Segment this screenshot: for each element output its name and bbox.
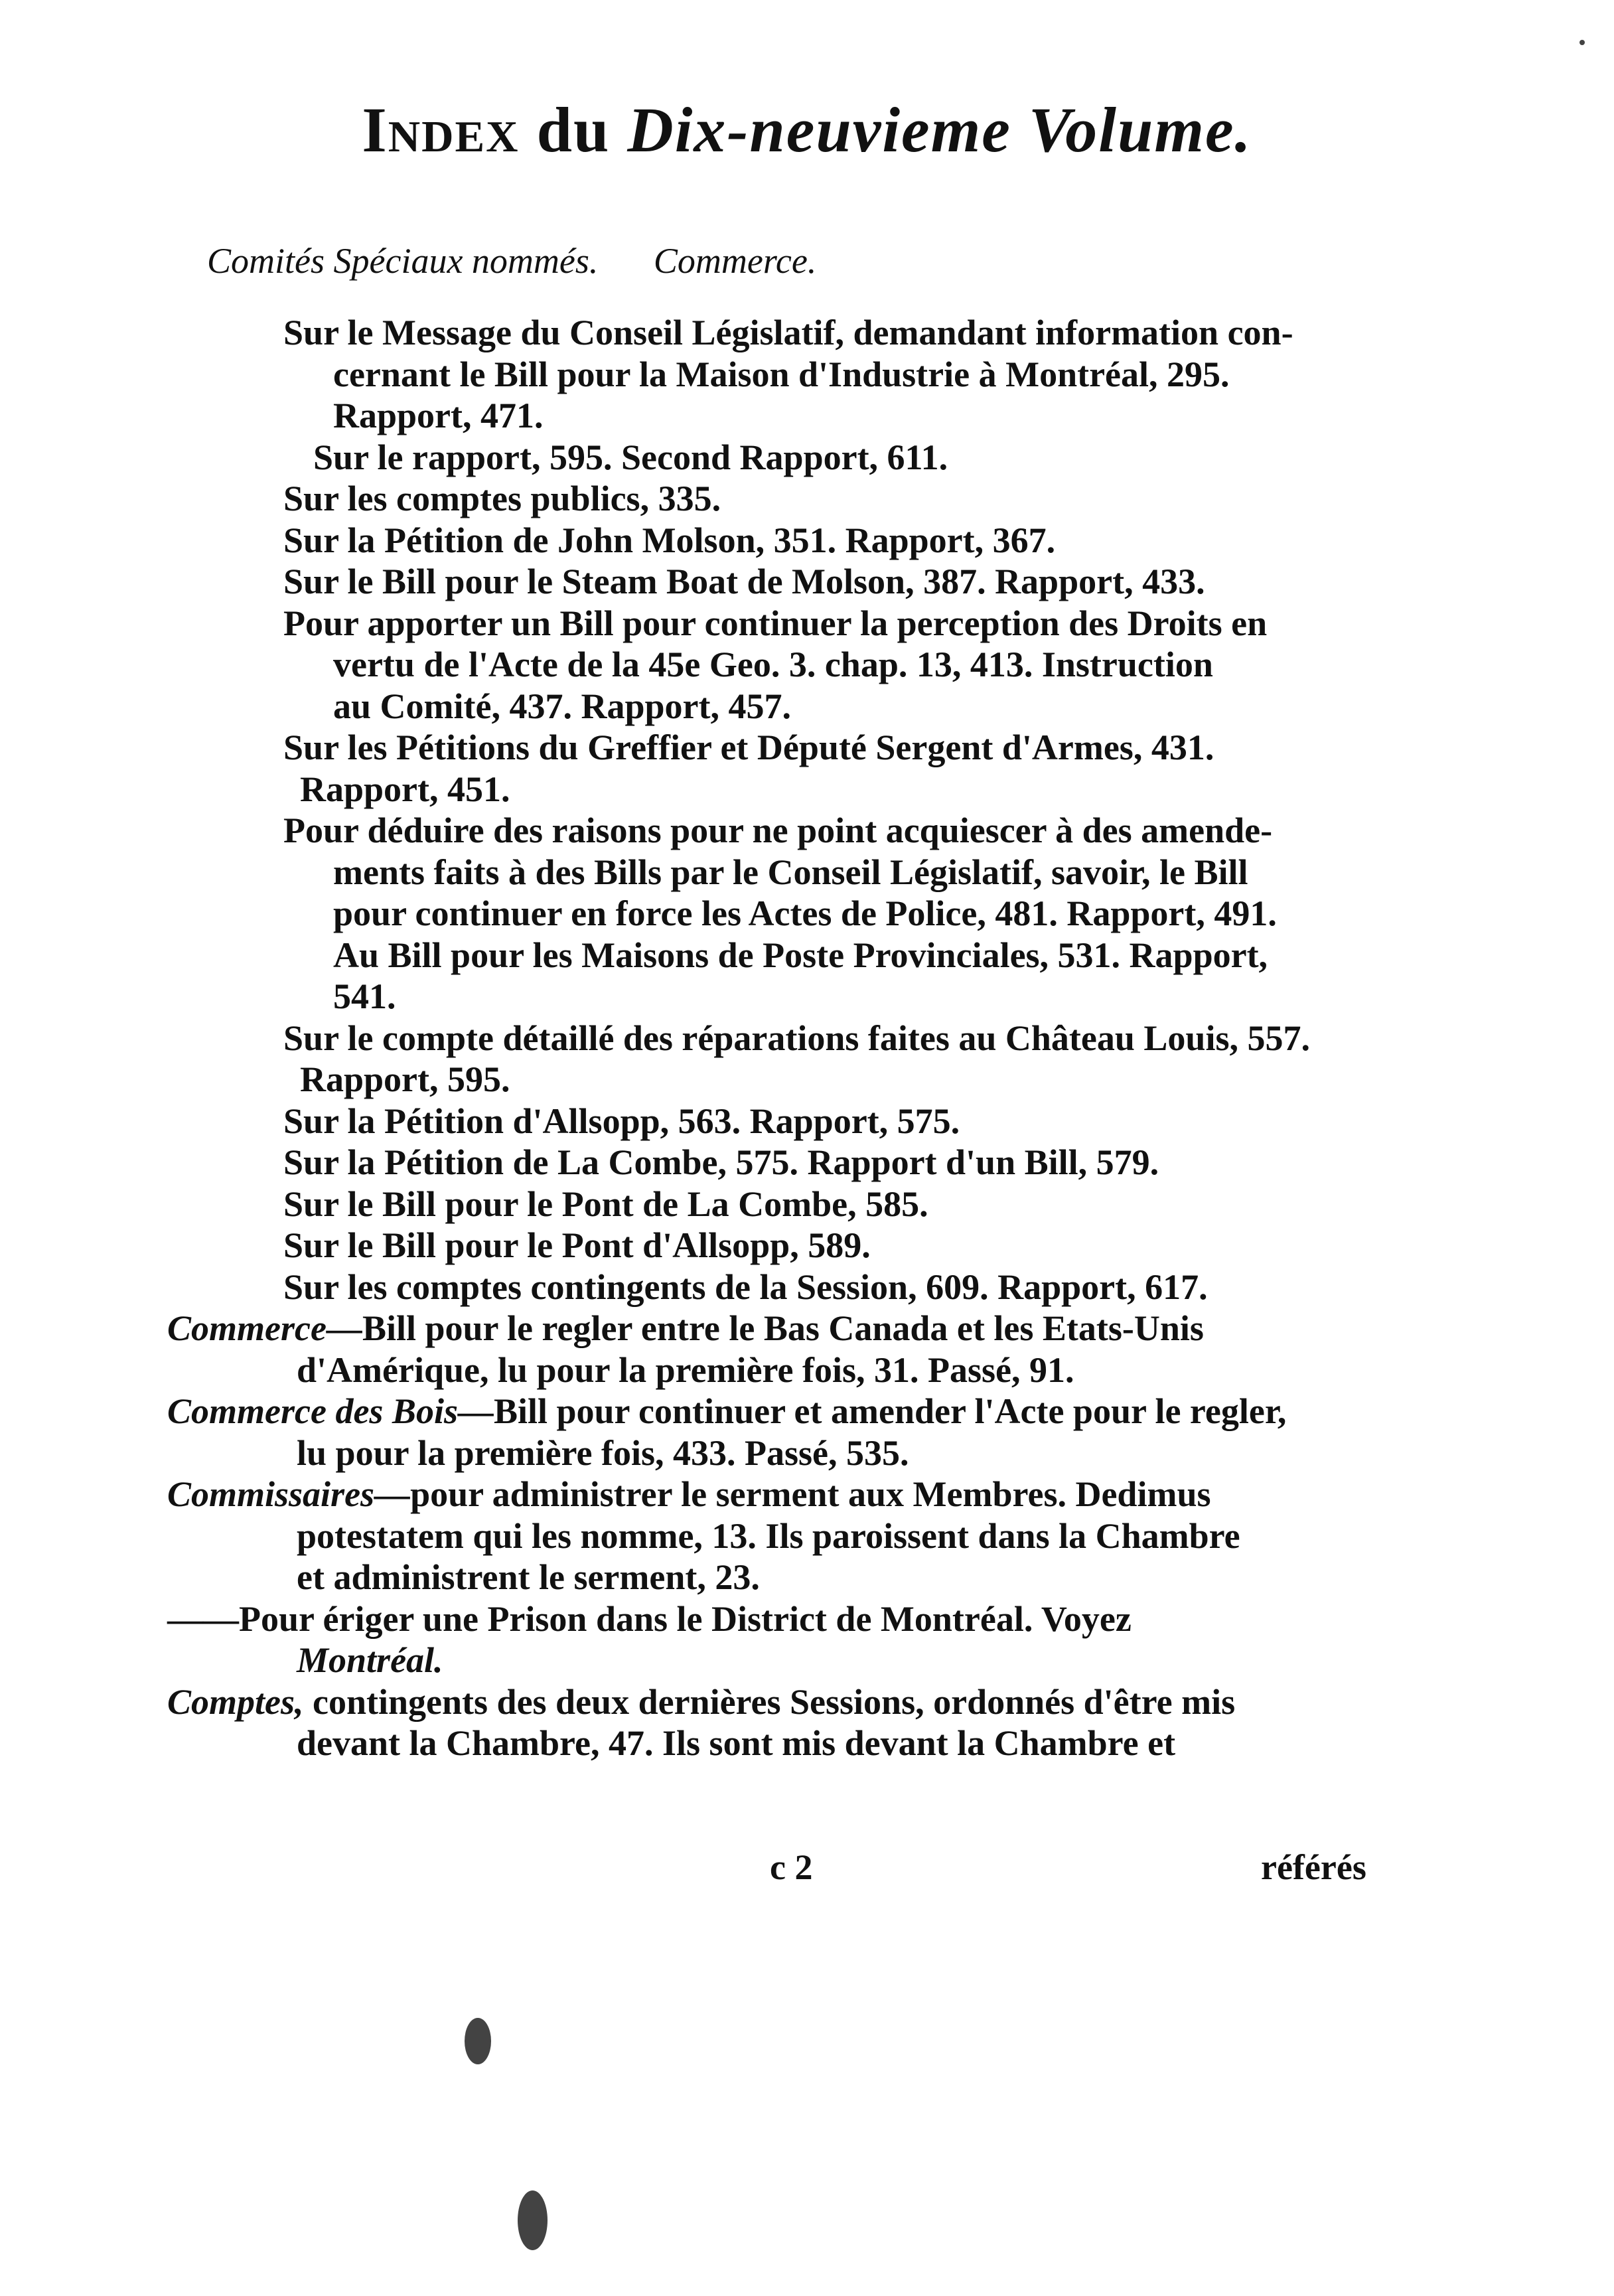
index-line: au Comité, 437. Rapport, 457. xyxy=(333,686,791,726)
title-volume: Dix-neuvieme Volume. xyxy=(627,94,1252,165)
entry-text: Bill pour continuer et amender l'Acte pour le regler, xyxy=(493,1391,1287,1431)
index-line: vertu de l'Acte de la 45e Geo. 3. chap. 13, 413. Instruction xyxy=(333,645,1213,684)
index-line: Sur le rapport, 595. Second Rapport, 611. xyxy=(313,437,948,477)
index-line: 541. xyxy=(333,976,396,1016)
index-line: potestatem qui les nomme, 13. Ils paroissent dans la Chambre xyxy=(297,1515,1240,1556)
entry-dash xyxy=(167,1598,1428,1640)
index-line: pour continuer en force les Actes de Police, 481. Rapport, 491. xyxy=(333,893,1277,933)
index-line: Au Bill pour les Maisons de Poste Provinciales, 531. Rapport, xyxy=(333,935,1268,975)
index-line: Sur les comptes publics, 335. xyxy=(283,479,721,518)
index-line: Sur les comptes contingents de la Session, 609. Rapport, 617. xyxy=(283,1266,1208,1307)
index-line: lu pour la première fois, 433. Passé, 535. xyxy=(297,1432,909,1473)
index-line: Sur le Bill pour le Pont d'Allsopp, 589. xyxy=(283,1225,871,1265)
index-line: Pour déduire des raisons pour ne point acquiescer à des amende- xyxy=(283,810,1273,850)
index-line: cernant le Bill pour la Maison d'Industrie à Montréal, 295. xyxy=(333,354,1230,394)
entry-text: pour administrer le serment aux Membres. Dedimus xyxy=(410,1474,1211,1514)
index-line: Sur le compte détaillé des réparations faites au Château Louis, 557. xyxy=(283,1018,1310,1058)
entry-text: Bill pour le regler entre le Bas Canada et les Etats-Unis xyxy=(362,1308,1204,1348)
index-line: Sur le Bill pour le Steam Boat de Molson, 387. Rapport, 433. xyxy=(283,562,1205,601)
index-line: Pour apporter un Bill pour continuer la perception des Droits en xyxy=(283,603,1268,643)
entry-head: Comptes, xyxy=(167,1681,304,1722)
index-line: ments faits à des Bills par le Conseil Législatif, savoir, le Bill xyxy=(333,852,1248,892)
entry-text: Pour ériger une Prison dans le District de Montréal. Voyez xyxy=(239,1598,1132,1639)
entry-head: —— xyxy=(167,1598,239,1639)
catchword: référés xyxy=(1261,1847,1366,1887)
index-line: Rapport, 471. xyxy=(333,396,544,435)
page-title xyxy=(0,93,1614,167)
title-du: du xyxy=(536,94,611,165)
ink-blot-mark xyxy=(1579,40,1585,45)
index-line: devant la Chambre, 47. Ils sont mis devant la Chambre et xyxy=(297,1723,1176,1763)
entry-commerce xyxy=(167,1308,1428,1349)
index-line: Sur le Bill pour le Pont de La Combe, 585. xyxy=(283,1184,928,1224)
index-line: Sur le Message du Conseil Législatif, demandant information con- xyxy=(283,313,1293,352)
entry-comptes xyxy=(167,1681,1428,1723)
index-body xyxy=(167,312,1428,1764)
ink-blot-mark xyxy=(465,2018,491,2064)
section-subheading xyxy=(207,240,816,281)
index-line: Sur les Pétitions du Greffier et Député Sergent d'Armes, 431. xyxy=(283,727,1214,767)
entry-commissaires xyxy=(167,1474,1428,1515)
subheading-right: Commerce. xyxy=(653,241,817,281)
entry-text: contingents des deux dernières Sessions, ordonnés d'être mis xyxy=(313,1681,1236,1722)
ink-blot-mark xyxy=(518,2190,548,2250)
index-line: Rapport, 595. xyxy=(300,1059,510,1099)
index-line: et administrent le serment, 23. xyxy=(297,1557,760,1597)
index-line: Montréal. xyxy=(297,1640,443,1680)
entry-head: Commerce des Bois— xyxy=(167,1391,494,1431)
signature-mark: c 2 xyxy=(770,1847,813,1887)
subheading-left: Comités Spéciaux nommés. xyxy=(207,241,599,281)
index-line: Sur la Pétition de La Combe, 575. Rapport d'un Bill, 579. xyxy=(283,1142,1159,1182)
title-index: Index xyxy=(362,94,520,165)
index-line: d'Amérique, lu pour la première fois, 31. Passé, 91. xyxy=(297,1349,1074,1390)
index-line: Rapport, 451. xyxy=(300,769,510,809)
entry-commerce-bois xyxy=(167,1391,1428,1432)
index-line: Sur la Pétition de John Molson, 351. Rapport, 367. xyxy=(283,520,1056,560)
entry-head: Commerce— xyxy=(167,1308,362,1348)
entry-head: Commissaires— xyxy=(167,1474,411,1514)
index-line: Sur la Pétition d'Allsopp, 563. Rapport, 575. xyxy=(283,1101,960,1141)
